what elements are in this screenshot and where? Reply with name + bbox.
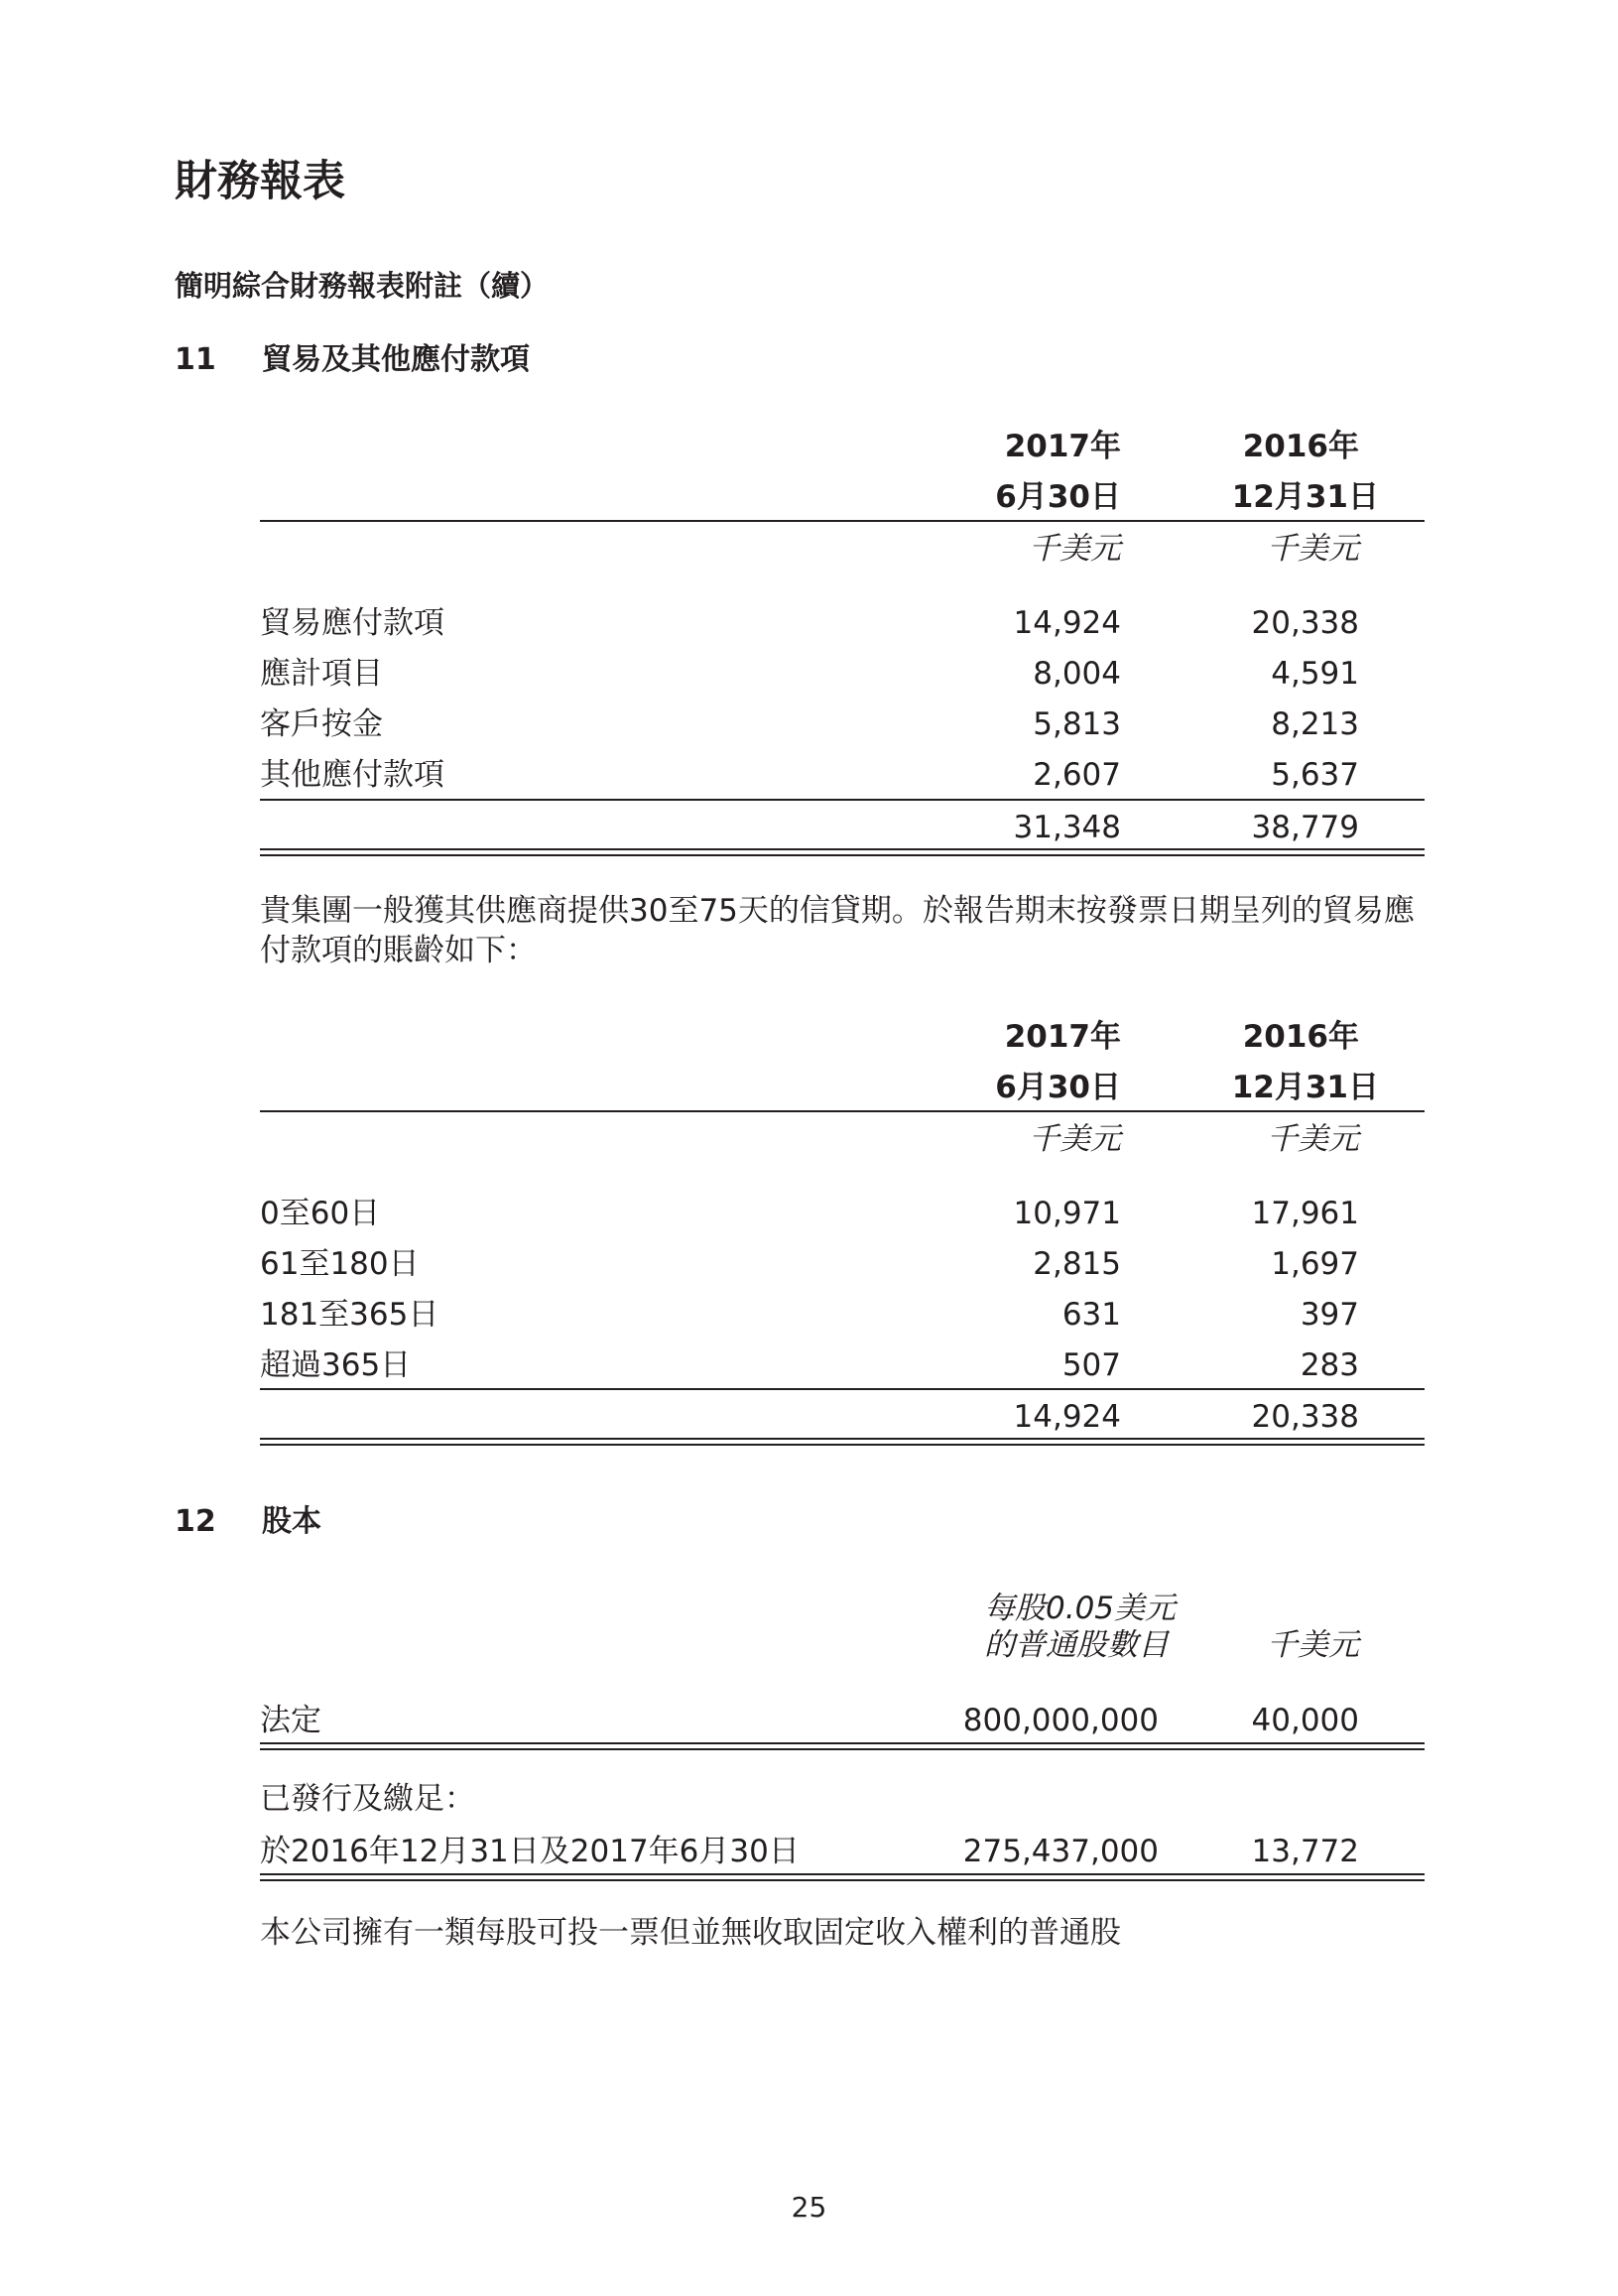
table1-col1-year: 2017年 xyxy=(1004,429,1121,464)
table2-unit2: 千美元 xyxy=(1267,1121,1359,1157)
table2-total1: 14,924 xyxy=(1013,1399,1121,1435)
table1-row-value2: 4,591 xyxy=(1271,656,1359,692)
table1-col1-date: 6月30日 xyxy=(995,479,1121,515)
note-12-number: 12 xyxy=(175,1504,216,1539)
table2-row-label: 超過365日 xyxy=(260,1347,412,1383)
table1-row-value1: 2,607 xyxy=(1033,757,1121,793)
table2-header-rule xyxy=(260,1110,1425,1112)
table2-row-label: 61至180日 xyxy=(260,1246,420,1282)
table2-col1-year: 2017年 xyxy=(1004,1019,1121,1055)
table2-unit1: 千美元 xyxy=(1029,1121,1121,1157)
table2-row-label: 181至365日 xyxy=(260,1297,439,1333)
table2-row-value2: 397 xyxy=(1300,1297,1359,1333)
share-capital-header-unit: 千美元 xyxy=(1267,1627,1359,1663)
table2-col2-date: 12月31日 xyxy=(1231,1070,1379,1105)
issued-row-label: 於2016年12月31日及2017年6月30日 xyxy=(260,1834,800,1869)
issued-value: 13,772 xyxy=(1251,1834,1359,1869)
section-heading: 簡明綜合財務報表附註（續） xyxy=(175,269,550,303)
table2-row-value1: 2,815 xyxy=(1033,1246,1121,1282)
aging-paragraph-line1: 貴集團一般獲其供應商提供30至75天的信貸期。於報告期末按發票日期呈列的貿易應 xyxy=(260,893,1415,929)
table1-col2-date: 12月31日 xyxy=(1231,479,1379,515)
authorised-value: 40,000 xyxy=(1251,1703,1359,1738)
authorised-label: 法定 xyxy=(260,1703,321,1738)
aging-paragraph-line2: 付款項的賬齡如下： xyxy=(260,933,537,968)
authorised-double-rule xyxy=(260,1748,1425,1750)
table1-header-rule xyxy=(260,520,1425,522)
table2-total2: 20,338 xyxy=(1251,1399,1359,1435)
table1-unit1: 千美元 xyxy=(1029,531,1121,567)
table2-total-double-rule xyxy=(260,1444,1425,1446)
table1-row-label: 應計項目 xyxy=(260,656,383,692)
table1-row-value1: 5,813 xyxy=(1033,706,1121,742)
table2-row-value2: 17,961 xyxy=(1251,1196,1359,1231)
table2-row-value1: 507 xyxy=(1061,1347,1121,1383)
issued-double-rule xyxy=(260,1879,1425,1881)
table2-row-value2: 283 xyxy=(1300,1347,1359,1383)
table1-total1: 31,348 xyxy=(1013,810,1121,845)
issued-shares: 275,437,000 xyxy=(962,1834,1159,1869)
table2-row-value1: 10,971 xyxy=(1013,1196,1121,1231)
share-capital-footnote: 本公司擁有一類每股可投一票但並無收取固定收入權利的普通股 xyxy=(260,1915,1121,1951)
page-number: 25 xyxy=(791,2191,827,2224)
table2-row-label: 0至60日 xyxy=(260,1196,381,1231)
table1-total2: 38,779 xyxy=(1251,810,1359,845)
authorised-double-rule xyxy=(260,1742,1425,1744)
table1-row-label: 客戶按金 xyxy=(260,706,383,742)
table1-row-value2: 5,637 xyxy=(1271,757,1359,793)
table1-row-value2: 8,213 xyxy=(1271,706,1359,742)
issued-label: 已發行及繳足： xyxy=(260,1781,475,1817)
table2-col2-year: 2016年 xyxy=(1242,1019,1359,1055)
note-11-number: 11 xyxy=(175,342,216,377)
table1-col2-year: 2016年 xyxy=(1242,429,1359,464)
table2-row-value1: 631 xyxy=(1061,1297,1121,1333)
share-capital-header-shares-line1: 每股0.05美元 xyxy=(984,1591,1177,1626)
issued-double-rule xyxy=(260,1873,1425,1875)
table1-row-label: 貿易應付款項 xyxy=(260,605,444,641)
table2-subtotal-rule xyxy=(260,1388,1425,1390)
table1-row-value2: 20,338 xyxy=(1251,605,1359,641)
table1-unit2: 千美元 xyxy=(1267,531,1359,567)
note-11-title: 貿易及其他應付款項 xyxy=(262,342,530,377)
authorised-shares: 800,000,000 xyxy=(962,1703,1159,1738)
table2-row-value2: 1,697 xyxy=(1271,1246,1359,1282)
table1-row-label: 其他應付款項 xyxy=(260,757,444,793)
table1-row-value1: 8,004 xyxy=(1033,656,1121,692)
table1-total-double-rule xyxy=(260,848,1425,850)
table1-subtotal-rule xyxy=(260,799,1425,801)
table2-total-double-rule xyxy=(260,1438,1425,1440)
table1-row-value1: 14,924 xyxy=(1013,605,1121,641)
page-title: 財務報表 xyxy=(175,157,345,206)
share-capital-header-shares-line2: 的普通股數目 xyxy=(984,1627,1169,1663)
note-12-title: 股本 xyxy=(262,1504,321,1539)
table2-col1-date: 6月30日 xyxy=(995,1070,1121,1105)
table1-total-double-rule xyxy=(260,854,1425,856)
